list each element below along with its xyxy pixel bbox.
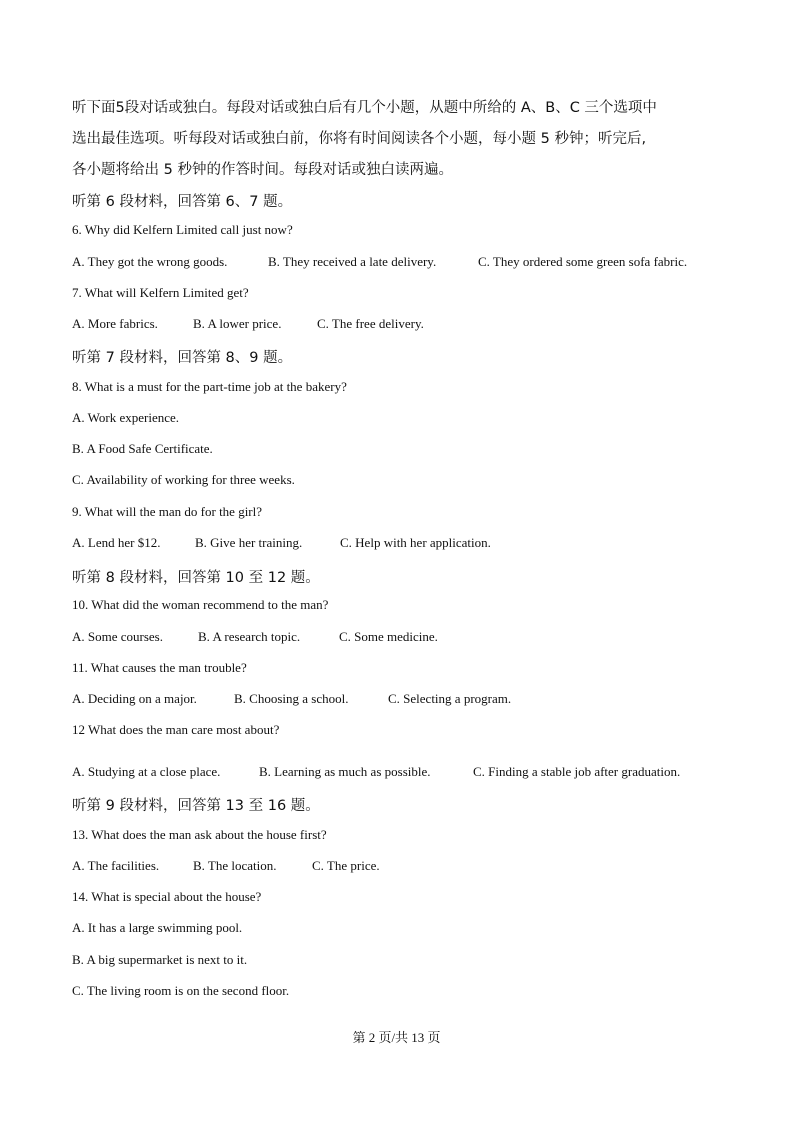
question-8-option-a: A. Work experience. [72, 410, 180, 425]
question-14-option-b: B. A big supermarket is next to it. [72, 952, 248, 967]
option-c: C. The price. [312, 858, 380, 873]
question-7-options [72, 316, 424, 332]
section-header-6: 听第 6 段材料，回答第 6、7 题。 [72, 194, 293, 210]
option-c: C. They ordered some green sofa fabric. [478, 254, 688, 269]
option-b: B. Give her training. [195, 535, 303, 550]
option-a: A. The facilities. [72, 858, 160, 873]
question-9-options [72, 535, 491, 551]
option-a: A. More fabrics. [72, 316, 158, 331]
question-14: 14. What is special about the house? [72, 889, 262, 904]
instructions-line-1: 听下面5段对话或独白。每段对话或独白后有几个小题，从题中所给的 A、B、C 三个选项中 [72, 100, 657, 116]
question-13: 13. What does the man ask about the house first? [72, 827, 327, 842]
question-12: 12 What does the man care most about? [72, 722, 280, 737]
option-c: C. Some medicine. [339, 629, 438, 644]
instructions-line-3: 各小题将给出 5 秒钟的作答时间。每段对话或独白读两遍。 [72, 162, 453, 178]
question-6-options [72, 254, 687, 270]
option-c: C. Selecting a program. [388, 691, 512, 706]
section-header-8: 听第 8 段材料，回答第 10 至 12 题。 [72, 570, 320, 586]
question-11: 11. What causes the man trouble? [72, 660, 247, 675]
question-12-options [72, 764, 680, 780]
question-8-option-b: B. A Food Safe Certificate. [72, 441, 213, 456]
question-8-option-c: C. Availability of working for three weeks. [72, 472, 295, 487]
option-b: B. The location. [193, 858, 277, 873]
option-a: A. Some courses. [72, 629, 163, 644]
option-a: A. They got the wrong goods. [72, 254, 228, 269]
option-a: A. Deciding on a major. [72, 691, 197, 706]
option-a: A. Lend her $12. [72, 535, 161, 550]
question-10: 10. What did the woman recommend to the man? [72, 597, 329, 612]
option-b: B. Choosing a school. [234, 691, 349, 706]
option-c: C. Help with her application. [340, 535, 491, 550]
option-a: A. Studying at a close place. [72, 764, 221, 779]
question-8: 8. What is a must for the part-time job at the bakery? [72, 379, 347, 394]
question-6: 6. Why did Kelfern Limited call just now? [72, 222, 293, 237]
option-c: C. Finding a stable job after graduation. [473, 764, 681, 779]
question-10-options [72, 629, 438, 645]
question-13-options [72, 858, 380, 874]
question-11-options [72, 691, 511, 707]
page-number: 第 2 页/共 13 页 [352, 1030, 441, 1045]
section-header-9: 听第 9 段材料，回答第 13 至 16 题。 [72, 798, 320, 814]
option-c: C. The free delivery. [317, 316, 424, 331]
option-b: B. A research topic. [198, 629, 301, 644]
question-14-option-c: C. The living room is on the second floor. [72, 983, 290, 998]
question-14-option-a: A. It has a large swimming pool. [72, 920, 243, 935]
option-b: B. They received a late delivery. [268, 254, 437, 269]
section-header-7: 听第 7 段材料，回答第 8、9 题。 [72, 350, 293, 366]
question-7: 7. What will Kelfern Limited get? [72, 285, 249, 300]
instructions-line-2: 选出最佳选项。听每段对话或独白前，你将有时间阅读各个小题，每小题 5 秒钟；听完后, [72, 131, 647, 147]
option-b: B. A lower price. [193, 316, 282, 331]
question-9: 9. What will the man do for the girl? [72, 504, 263, 519]
option-b: B. Learning as much as possible. [259, 764, 431, 779]
